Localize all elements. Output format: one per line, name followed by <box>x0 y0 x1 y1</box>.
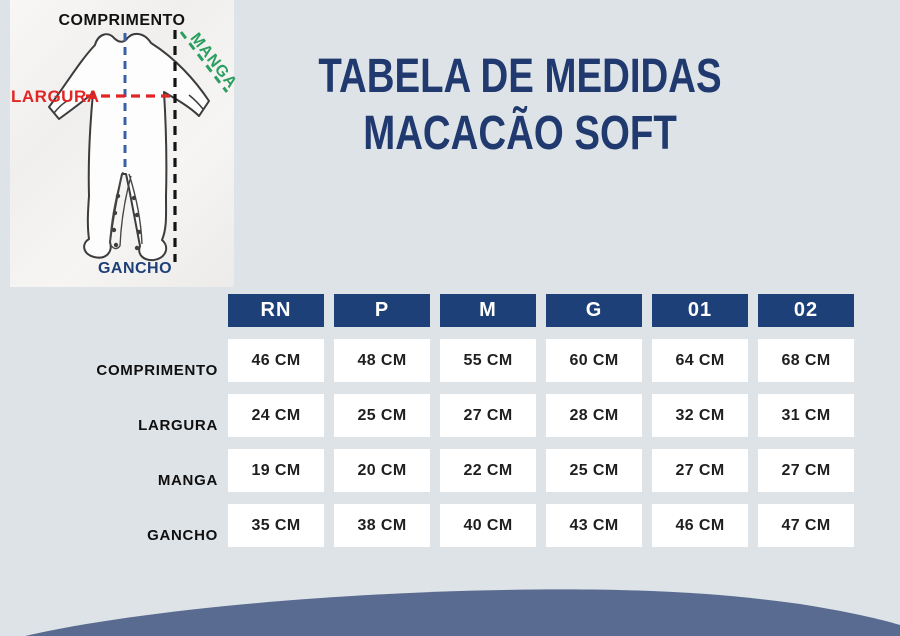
row-label-manga: MANGA <box>157 472 218 489</box>
size-column-header-02: 02 <box>758 294 854 327</box>
onesie-body-outline <box>49 34 209 260</box>
size-table <box>0 294 854 547</box>
comprimento-diagram-label: COMPRIMENTO <box>58 12 186 29</box>
page-title-line2: MACACÃO SOFT <box>363 107 677 160</box>
value-gancho-rn: 35 CM <box>228 504 324 547</box>
row-label-gancho: GANCHO <box>147 527 218 544</box>
largura-diagram-label: LARGURA <box>11 87 100 106</box>
value-manga-02: 27 CM <box>758 449 854 492</box>
value-comprimento-02: 68 CM <box>758 339 854 382</box>
gancho-diagram-label: GANCHO <box>97 260 173 277</box>
size-column-header-rn: RN <box>228 294 324 327</box>
page-title <box>235 48 805 162</box>
value-comprimento-01: 64 CM <box>652 339 748 382</box>
value-gancho-01: 46 CM <box>652 504 748 547</box>
size-column-header-m: M <box>440 294 536 327</box>
value-largura-p: 25 CM <box>334 394 430 437</box>
value-largura-02: 31 CM <box>758 394 854 437</box>
manga-diagram-label: MANGA <box>186 30 241 93</box>
value-comprimento-p: 48 CM <box>334 339 430 382</box>
value-gancho-m: 40 CM <box>440 504 536 547</box>
value-manga-01: 27 CM <box>652 449 748 492</box>
value-comprimento-m: 55 CM <box>440 339 536 382</box>
size-column-header-01: 01 <box>652 294 748 327</box>
value-comprimento-g: 60 CM <box>546 339 642 382</box>
table-corner-spacer <box>0 294 218 327</box>
row-label-comprimento: COMPRIMENTO <box>96 362 218 379</box>
size-column-header-g: G <box>546 294 642 327</box>
value-manga-g: 25 CM <box>546 449 642 492</box>
value-comprimento-rn: 46 CM <box>228 339 324 382</box>
value-gancho-02: 47 CM <box>758 504 854 547</box>
value-largura-g: 28 CM <box>546 394 642 437</box>
value-gancho-g: 43 CM <box>546 504 642 547</box>
row-label-largura: LARGURA <box>138 417 218 434</box>
page-title-line1: TABELA DE MEDIDAS <box>318 50 722 103</box>
value-largura-01: 32 CM <box>652 394 748 437</box>
value-manga-rn: 19 CM <box>228 449 324 492</box>
value-largura-m: 27 CM <box>440 394 536 437</box>
measurement-diagram-panel <box>10 0 241 287</box>
value-largura-rn: 24 CM <box>228 394 324 437</box>
size-column-header-p: P <box>334 294 430 327</box>
value-manga-m: 22 CM <box>440 449 536 492</box>
value-gancho-p: 38 CM <box>334 504 430 547</box>
bottom-wave-shape <box>0 586 900 636</box>
value-manga-p: 20 CM <box>334 449 430 492</box>
